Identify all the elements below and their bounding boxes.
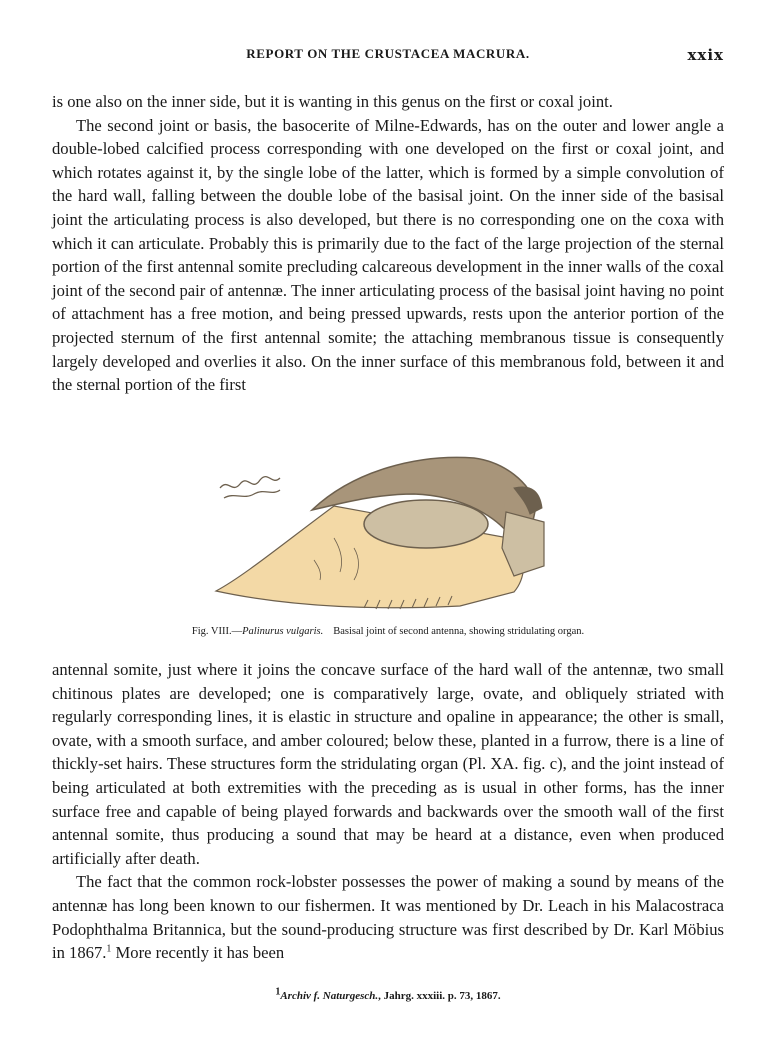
paragraph: antennal somite, just where it joins the concave surface of the hard wall of the antennæ, two small chitinous plates are developed; one is comparatively large, ovate, and obliquely striated with regularly corresponding lines, it is elastic in structure and opaline in appearance; the other is small, ovate, with a smooth surface, and amber coloured; below these, planted in a furrow, there is a line of thickly-set hairs. These structures form the stridulating organ (Pl. XA. fig. c), and the joint instead of being articulated at both extremities with the preceding as is usual in other forms, has the inner surface free and capable of being played forwards and backwards over the smooth wall of the first antennal somite, thus producing a sound that may be heard at a distance, even when produced artificially after death. — [52, 660, 724, 868]
footnote-source: Archiv f. Naturgesch. — [280, 990, 379, 1002]
ovate-plate — [364, 500, 488, 548]
figure-label: Fig. VIII.— — [191, 626, 243, 637]
footnote-mark: 1 — [106, 943, 112, 955]
footnote-detail: , Jahrg. xxxiii. p. 73, 1867. — [378, 990, 501, 1002]
paragraph — [52, 870, 724, 964]
body-text-bottom — [52, 658, 724, 965]
body-text-top — [52, 90, 724, 397]
paragraph-text-end: More recently it has been — [111, 943, 285, 963]
page-number: xxix — [687, 46, 724, 64]
figure-species: Palinurus vulgaris. — [242, 626, 324, 637]
paragraph: is one also on the inner side, but it is wanting in this genus on the first or coxal joint. — [52, 92, 613, 111]
figure-caption — [52, 626, 724, 637]
paragraph: The second joint or basis, the basocerite of Milne-Edwards, has on the outer and lower angle a double-lobed calcified process corresponding with one developed on the first or coxal joint, and which rotates against it, by the single lobe of the latter, which is formed by a simple convolution of the hard wall, falling between the double lobe of the basisal joint. On the inner side of the basisal joint the articulating process is also developed, but there is no corresponding one on the coxa with which it can articulate. Probably this is primarily due to the fact of the large projection of the sternal portion of the first antennal somite precluding calcareous development in the inner walls of the coxal joint of the second pair of antennæ. The inner articulating process of the basisal joint having no point of attachment has a free motion, and being pressed upwards, rests upon the anterior portion of the projected sternum of the first antennal somite; the attaching membranous tissue is consequently largely developed and overlies it also. On the inner surface of this membranous fold, between it and the sternal portion of the first — [52, 115, 724, 395]
running-title: REPORT ON THE CRUSTACEA MACRURA. — [246, 46, 530, 61]
figure-description: Basisal joint of second antenna, showing stridulating organ. — [333, 626, 585, 637]
footnote — [52, 986, 724, 1002]
paragraph-text: The fact that the common rock-lobster possesses the power of making a sound by means of the antennæ has long been known to our fishermen. It was mentioned by Dr. Leach in his Malacostraca Podophthalma Britannica, but the sound-producing structure was first described by Dr. Karl Möbius in 1867. — [52, 872, 724, 963]
footnote-number: 1 — [275, 986, 281, 998]
filament — [220, 477, 280, 498]
page-header — [52, 46, 724, 66]
figure-illustration — [214, 448, 554, 626]
